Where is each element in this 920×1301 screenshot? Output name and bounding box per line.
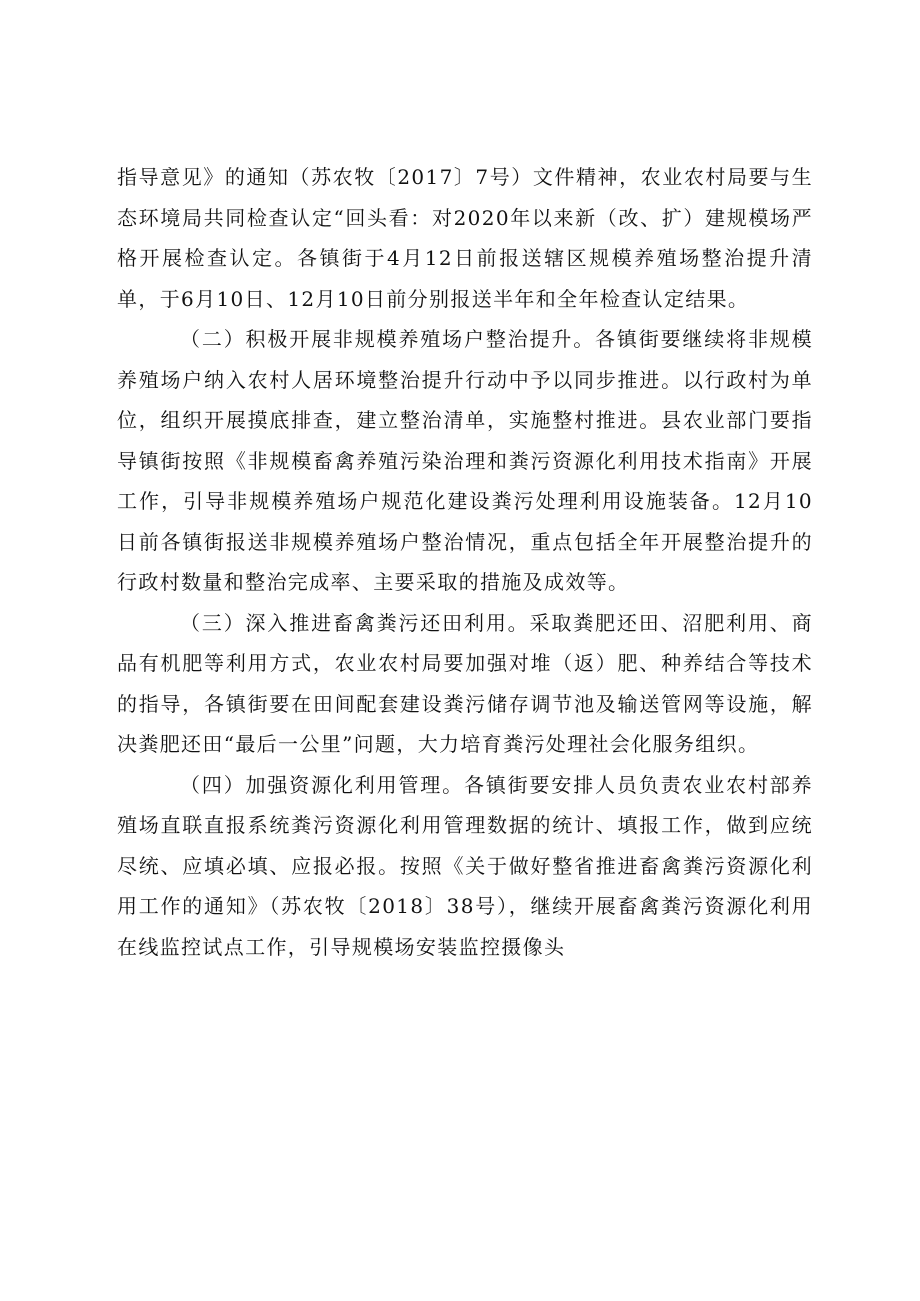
paragraph-continued: 指导意见》的通知（苏农牧〔2017〕7号）文件精神，农业农村局要与生态环境局共同检查认定“回头看：对2020年以来新（改、扩）建规模场严格开展检查认定。各镇街于4月12日前报送辖区规模养殖场整治提升清单，于6月10日、12月10日前分别报送半年和全年检查认定结果。 xyxy=(117,165,813,311)
paragraph-section-3: （三）深入推进畜禽粪污还田利用。采取粪肥还田、沼肥利用、商品有机肥等利用方式，农业农村局要加强对堆（返）肥、种养结合等技术的指导，各镇街要在田间配套建设粪污储存调节池及输送管网等设施，解决粪肥还田“最后一公里”问题，大力培育粪污处理社会化服务组织。 xyxy=(117,610,813,756)
document-body xyxy=(117,157,813,967)
paragraph-section-2: （二）积极开展非规模养殖场户整治提升。各镇街要继续将非规模养殖场户纳入农村人居环境整治提升行动中予以同步推进。以行政村为单位，组织开展摸底排查，建立整治清单，实施整村推进。县农业部门要指导镇街按照《非规模畜禽养殖污染治理和粪污资源化利用技术指南》开展工作，引导非规模养殖场户规范化建设粪污处理利用设施装备。12月10日前各镇街报送非规模养殖场户整治情况，重点包括全年开展整治提升的行政村数量和整治完成率、主要采取的措施及成效等。 xyxy=(117,327,813,594)
paragraph-section-4: （四）加强资源化利用管理。各镇街要安排人员负责农业农村部养殖场直联直报系统粪污资源化利用管理数据的统计、填报工作，做到应统尽统、应填必填、应报必报。按照《关于做好整省推进畜禽粪污资源化利用工作的通知》（苏农牧〔2018〕38号），继续开展畜禽粪污资源化利用在线监控试点工作，引导规模场安装监控摄像头 xyxy=(117,772,813,959)
